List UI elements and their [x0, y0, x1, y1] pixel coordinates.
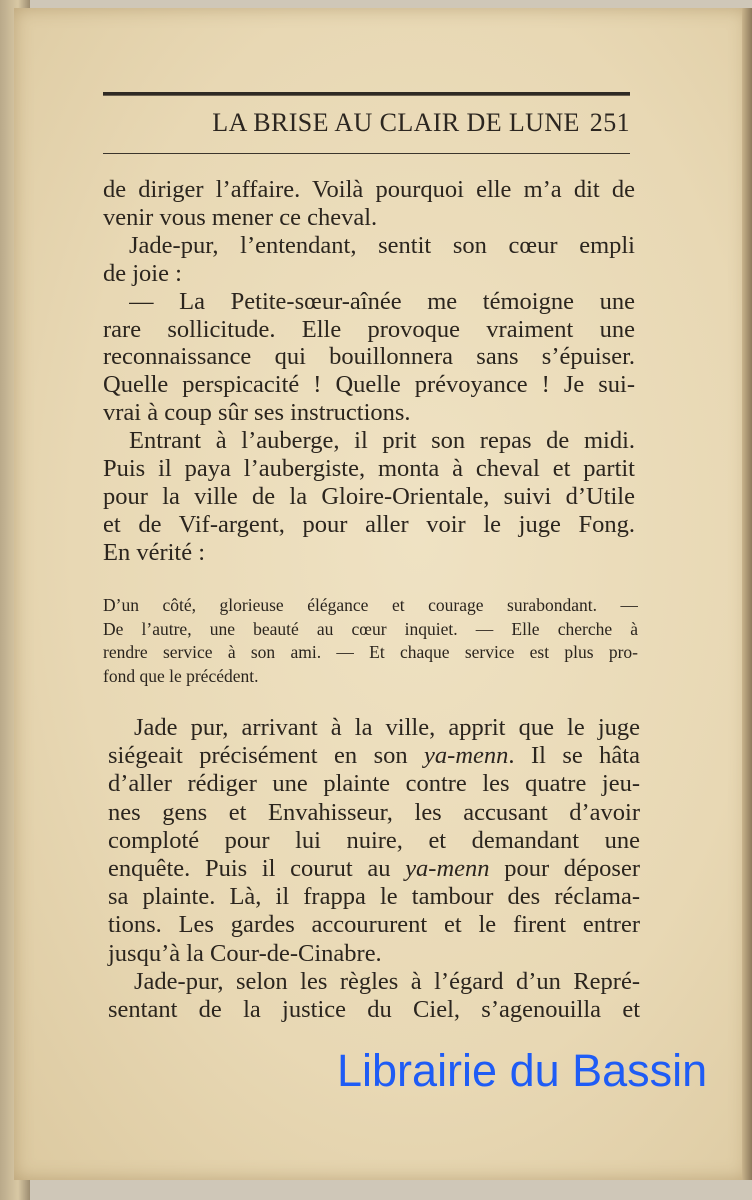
- body-line: [108, 742, 640, 770]
- italic-term: ya-menn: [424, 742, 509, 770]
- body-line: En vérité :: [103, 538, 206, 566]
- line-segment: pour déposer: [489, 855, 640, 882]
- body-line: Puis il paya l’aubergiste, monta à cheval et partit: [103, 455, 635, 482]
- body-line: pour la ville de la Gloire-Orientale, suivi d’Utile: [103, 482, 635, 510]
- page-stack-edge: [742, 8, 752, 1180]
- line-segment: siégeait précisément en son: [108, 742, 425, 770]
- body-line: venir vous mener ce cheval.: [103, 203, 378, 231]
- body-line: sentant de la justice du Ciel, s’agenouilla et: [108, 996, 640, 1023]
- verse-line: rendre service à son ami. — Et chaque service est plus pro-: [103, 642, 638, 662]
- line-segment: . Il se hâta: [508, 742, 640, 770]
- verse-line: De l’autre, une beauté au cœur inquiet. — Elle cherche à: [103, 618, 638, 639]
- body-line: reconnaissance qui bouillonnera sans s’épuiser.: [103, 343, 635, 371]
- body-line: — La Petite-sœur-aînée me témoigne une: [129, 287, 635, 315]
- verse-line: fond que le précédent.: [103, 665, 259, 686]
- verse-line: D’un côté, glorieuse élégance et courage surabondant. —: [103, 595, 638, 615]
- body-line: Quelle perspicacité ! Quelle prévoyance ! Je sui-: [103, 371, 635, 399]
- body-line: sa plainte. Là, il frappa le tambour des réclama-: [108, 883, 640, 911]
- running-header: [103, 108, 630, 138]
- watermark: Librairie du Bassin: [337, 1045, 708, 1096]
- body-line: tions. Les gardes accoururent et le firent entrer: [108, 911, 640, 939]
- body-line: nes gens et Envahisseur, les accusant d’avoir: [108, 798, 640, 826]
- body-line: de diriger l’affaire. Voilà pourquoi elle m’a dit de: [103, 176, 635, 203]
- body-line: [108, 855, 640, 883]
- body-line: Jade-pur, l’entendant, sentit son cœur empli: [129, 231, 635, 259]
- body-line: vrai à coup sûr ses instructions.: [103, 399, 411, 427]
- page-number: 251: [589, 108, 630, 137]
- body-line: jusqu’à la Cour-de-Cinabre.: [108, 939, 382, 967]
- running-title: LA BRISE AU CLAIR DE LUNE: [212, 108, 580, 137]
- body-line: Jade-pur, selon les règles à l’égard d’un Repré-: [134, 967, 640, 995]
- line-segment: enquête. Puis il courut au: [108, 855, 406, 882]
- italic-term: ya-menn: [405, 855, 490, 882]
- body-line: comploté pour lui nuire, et demandant une: [108, 826, 640, 854]
- header-rule-bottom: [103, 153, 630, 154]
- body-line: Jade pur, arrivant à la ville, apprit que le juge: [134, 714, 640, 741]
- body-line: de joie :: [103, 259, 182, 287]
- body-line: d’aller rédiger une plainte contre les quatre jeu-: [108, 770, 640, 798]
- body-line: rare sollicitude. Elle provoque vraiment une: [103, 315, 635, 343]
- body-line: Entrant à l’auberge, il prit son repas de midi.: [129, 427, 635, 455]
- body-line: et de Vif-argent, pour aller voir le juge Fong.: [103, 510, 635, 538]
- header-rule-top: [103, 92, 630, 96]
